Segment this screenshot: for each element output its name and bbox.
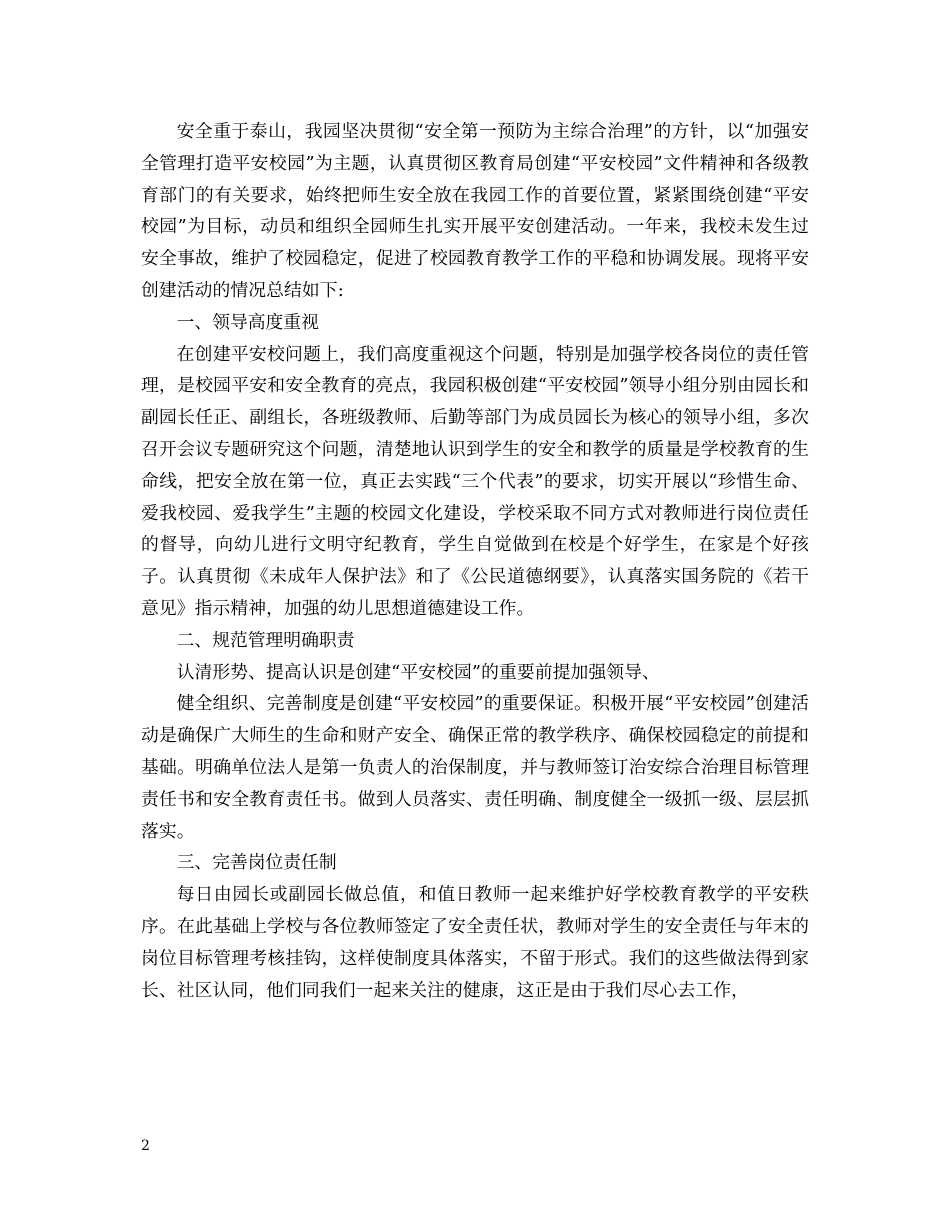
document-body	[141, 116, 809, 1006]
page-number: 2	[141, 1138, 150, 1154]
section-heading-1: 一、领导高度重视	[176, 311, 319, 333]
section-2-paragraph-2: 健全组织、完善制度是创建“平安校园”的重要保证。积极开展“平安校园”创建活动是确保广大师生的生命和财产安全、确保正常的教学秩序、确保校园稳定的前提和基础。明确单位法人是第一负责人的治保制度，并与教师签订治安综合治理目标管理责任书和安全教育责任书。做到人员落实、责任明确、制度健全一级抓一级、层层抓落实。	[141, 693, 809, 842]
section-heading-2: 二、规范管理明确职责	[176, 629, 355, 651]
section-3-paragraph: 每日由园长或副园长做总值，和值日教师一起来维护好学校教育教学的平安秩序。在此基础上学校与各位教师签定了安全责任状，教师对学生的安全责任与年末的岗位目标管理考核挂钩，这样使制度具体落实，不留于形式。我们的这些做法得到家长、社区认同，他们同我们一起来关注的健康，这正是由于我们尽心去工作，	[141, 884, 809, 1001]
section-2-paragraph-1: 认清形势、提高认识是创建“平安校园”的重要前提加强领导、	[176, 661, 660, 683]
section-heading-3: 三、完善岗位责任制	[176, 852, 337, 874]
section-1-paragraph: 在创建平安校问题上，我们高度重视这个问题，特别是加强学校各岗位的责任管理，是校园平安和安全教育的亮点，我园积极创建“平安校园”领导小组分别由园长和副园长任正、副组长，各班级教师、后勤等部门为成员园长为核心的领导小组，多次召开会议专题研究这个问题，清楚地认识到学生的安全和教学的质量是学校教育的生命线，把安全放在第一位，真正去实践“三个代表”的要求，切实开展以“珍惜生命、爱我校园、爱我学生”主题的校园文化建设，学校采取不同方式对教师进行岗位责任的督导，向幼儿进行文明守纪教育，学生自觉做到在校是个好学生，在家是个好孩子。认真贯彻《未成年人保护法》和了《公民道德纲要》，认真落实国务院的《若干意见》指示精神，加强的幼儿思想道德建设工作。	[141, 343, 809, 619]
intro-paragraph: 安全重于泰山，我园坚决贯彻“安全第一预防为主综合治理”的方针，以“加强安全管理打造平安校园”为主题，认真贯彻区教育局创建“平安校园”文件精神和各级教育部门的有关要求，始终把师生安全放在我园工作的首要位置，紧紧围绕创建“平安校园”为目标，动员和组织全园师生扎实开展平安创建活动。一年来，我校未发生过安全事故，维护了校园稳定，促进了校园教育教学工作的平稳和协调发展。现将平安创建活动的情况总结如下:	[141, 121, 809, 301]
